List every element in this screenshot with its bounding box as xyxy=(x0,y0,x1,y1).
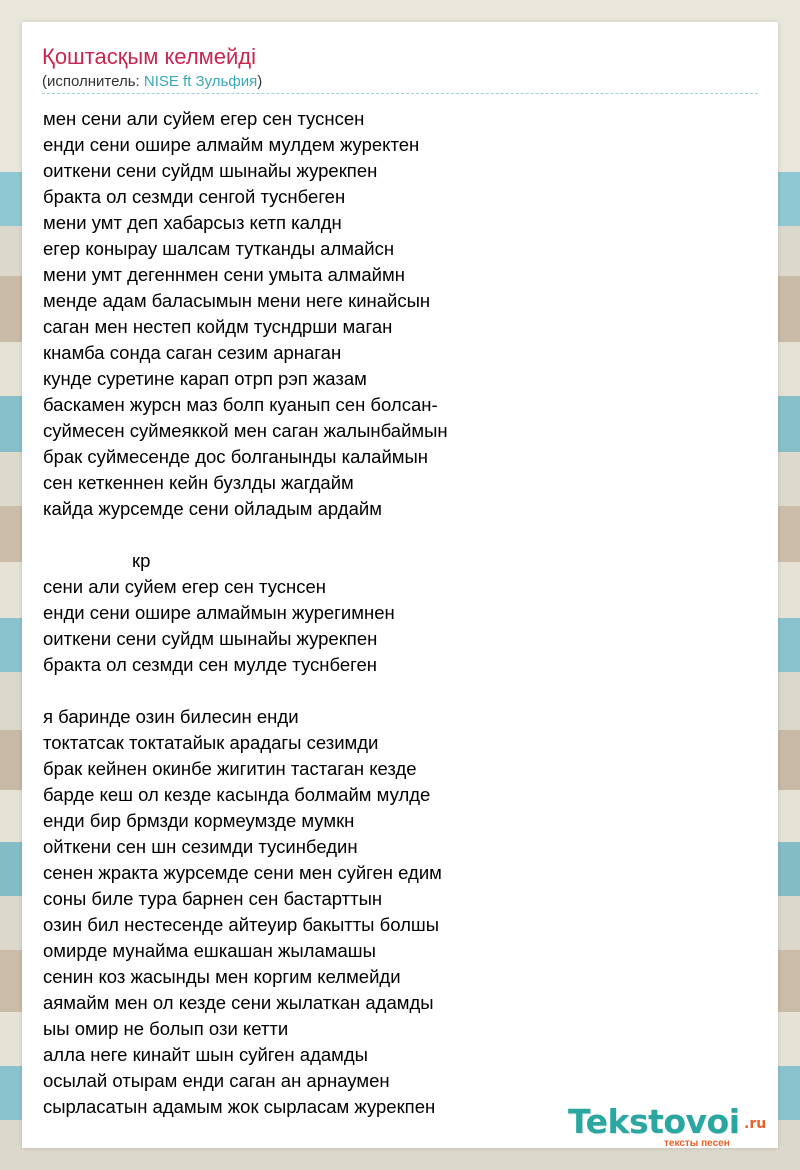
lyric-line: сырласатын адамым жок сырласам журекпен xyxy=(43,1096,436,1117)
lyric-line: омирде мунайма ешкашан жыламашы xyxy=(43,940,376,961)
artist-line xyxy=(42,73,262,90)
lyric-line: оиткени сени суйдм шынайы журекпен xyxy=(43,628,378,649)
lyric-line: ойткени сен шн сезимди тусинбедин xyxy=(43,836,358,857)
lyric-line: енди бир брмзди кормеумзде мумкн xyxy=(43,810,355,831)
logo-wordmark: Tekstovoi xyxy=(568,1102,740,1141)
lyric-line: менде адам баласымын мени неге кинайсын xyxy=(43,290,431,311)
lyric-line: аямайм мен ол кезде сени жылаткан адамды xyxy=(43,992,434,1013)
lyric-line: осылай отырам енди саган ан арнаумен xyxy=(43,1070,390,1091)
lyric-line: алла неге кинайт шын суйген адамды xyxy=(43,1044,368,1065)
lyric-line: сени али суйем егер сен туснсен xyxy=(43,576,326,597)
lyric-line: соны биле тура барнен сен бастарттын xyxy=(43,888,383,909)
lyric-line: барде кеш ол кезде касында болмайм мулде xyxy=(43,784,431,805)
lyrics-card xyxy=(22,22,778,1148)
lyric-line: я баринде озин билесин енди xyxy=(43,706,299,727)
lyric-line: оиткени сени суйдм шынайы журекпен xyxy=(43,160,378,181)
lyrics-list xyxy=(43,106,743,1120)
lyric-line: мени умт дегеннмен сени умыта алмаймн xyxy=(43,264,405,285)
site-logo[interactable] xyxy=(568,1102,778,1152)
lyric-line: мен сени али суйем егер сен туснсен xyxy=(43,108,365,129)
lyric-line: егер конырау шалсам тутканды алмайсн xyxy=(43,238,395,259)
lyric-line: сен кеткеннен кейн бузлды жагдайм xyxy=(43,472,354,493)
lyric-line: енди сени ошире алмаймын журегимнен xyxy=(43,602,395,623)
lyric-blank-line xyxy=(43,522,743,548)
lyric-line: кайда журсемде сени ойладым ардайм xyxy=(43,498,382,519)
lyric-line: бракта ол сезмди сенгой туснбеген xyxy=(43,186,346,207)
logo-tagline: тексты песен xyxy=(664,1138,730,1149)
lyric-line: брак кейнен окинбе жигитин тастаган кезде xyxy=(43,758,417,779)
song-title: Қоштасқым келмейді xyxy=(42,44,257,69)
chorus-marker: кр xyxy=(132,550,151,571)
lyric-line: брак суймесенде дос болганынды калаймын xyxy=(43,446,429,467)
logo-domain: .ru xyxy=(744,1116,767,1132)
artist-prefix: (исполнитель: xyxy=(42,73,144,90)
lyric-line: озин бил нестесенде айтеуир бакытты болшы xyxy=(43,914,440,935)
lyric-line: мени умт деп хабарсыз кетп калдн xyxy=(43,212,342,233)
lyric-line: бракта ол сезмди сен мулде туснбеген xyxy=(43,654,377,675)
artist-link[interactable]: NISE ft Зульфия xyxy=(143,73,258,90)
lyric-line: сенен жракта журсемде сени мен суйген едим xyxy=(43,862,442,883)
title-divider xyxy=(42,93,758,94)
lyric-line: енди сени ошире алмайм мулдем журектен xyxy=(43,134,420,155)
lyric-line: токтатсак токтатайык арадагы сезимди xyxy=(43,732,379,753)
lyric-line: сенин коз жасынды мен коргим келмейди xyxy=(43,966,401,987)
lyric-line: ыы омир не болып ози кетти xyxy=(43,1018,289,1039)
lyric-line: кнамба сонда саган сезим арнаган xyxy=(43,342,342,363)
lyric-line: баскамен журсн маз болп куанып сен болсан- xyxy=(43,394,438,415)
lyric-blank-line xyxy=(43,678,743,704)
lyric-line: кунде суретине карап отрп рэп жазам xyxy=(43,368,367,389)
lyric-line: суймесен суймеяккой мен саган жалынбаймын xyxy=(43,420,448,441)
lyric-line: саган мен нестеп койдм тусндрши маган xyxy=(43,316,393,337)
artist-suffix: ) xyxy=(257,73,263,90)
